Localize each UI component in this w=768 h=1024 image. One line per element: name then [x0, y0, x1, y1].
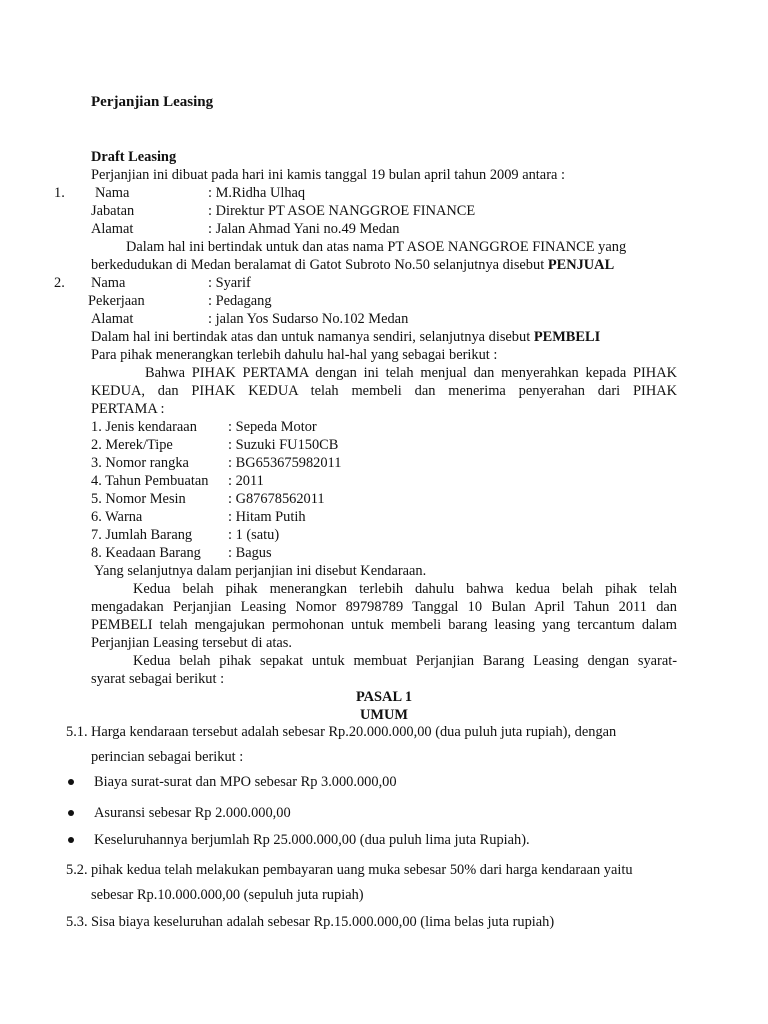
kedua1-line3: PEMBELI telah mengajukan permohonan untuk membeli barang leasing yang tercantum dalam	[91, 617, 677, 633]
kedua2-line1: Kedua belah pihak sepakat untuk membuat Perjanjian Barang Leasing dengan syarat-	[133, 653, 677, 669]
clause-number: 5.3.	[66, 914, 88, 930]
document-title: Perjanjian Leasing	[91, 94, 214, 110]
party1-role: PENJUAL	[547, 257, 615, 273]
party2-name-label: Nama	[91, 275, 126, 291]
item-value: : Sepeda Motor	[228, 419, 317, 435]
pasal-subtitle: UMUM	[360, 707, 408, 723]
kendaraan-note: Yang selanjutnya dalam perjanjian ini disebut Kendaraan.	[94, 563, 427, 579]
item-label: 7. Jumlah Barang	[91, 527, 193, 543]
party1-desc-text: berkedudukan di Medan beralamat di Gatot Subroto No.50 selanjutnya disebut	[91, 257, 545, 273]
party1-alamat-value: : Jalan Ahmad Yani no.49 Medan	[208, 221, 400, 237]
party2-pekerjaan-value: : Pedagang	[208, 293, 272, 309]
pasal-title: PASAL 1	[355, 689, 413, 705]
clause-text: pihak kedua telah melakukan pembayaran uang muka sebesar 50% dari harga kendaraan yaitu	[91, 862, 633, 878]
kedua1-line4: Perjanjian Leasing tersebut di atas.	[91, 635, 293, 651]
clause-text: Sisa biaya keseluruhan adalah sebesar Rp.15.000.000,00 (lima belas juta rupiah)	[91, 914, 555, 930]
party2-alamat-label: Alamat	[91, 311, 134, 327]
clause-text: Harga kendaraan tersebut adalah sebesar Rp.20.000.000,00 (dua puluh juta rupiah), dengan	[91, 724, 617, 740]
para-pihak-text: Para pihak menerangkan terlebih dahulu hal-hal yang sebagai berikut :	[91, 347, 498, 363]
party1-jabatan-label: Jabatan	[91, 203, 135, 219]
item-value: : BG653675982011	[228, 455, 342, 471]
item-value: : G87678562011	[228, 491, 325, 507]
clause-text: sebesar Rp.10.000.000,00 (sepuluh juta rupiah)	[91, 887, 364, 903]
kedua1-line2: mengadakan Perjanjian Leasing Nomor 89798789 Tanggal 10 Bulan April Tahun 2011 dan	[91, 599, 677, 615]
bullet-dot	[68, 779, 74, 785]
party1-jabatan-value: : Direktur PT ASOE NANGGROE FINANCE	[208, 203, 476, 219]
party2-role: PEMBELI	[533, 329, 601, 345]
item-label: 6. Warna	[91, 509, 143, 525]
kedua1-line1: Kedua belah pihak menerangkan terlebih dahulu bahwa kedua belah pihak telah	[133, 581, 677, 597]
bullet-dot	[68, 837, 74, 843]
item-label: 2. Merek/Tipe	[91, 437, 173, 453]
bahwa-line1: Bahwa PIHAK PERTAMA dengan ini telah menjual dan menyerahkan kepada PIHAK	[145, 365, 677, 381]
party1-number: 1.	[54, 185, 65, 201]
party2-name-value: : Syarif	[208, 275, 251, 291]
item-value: : Suzuki FU150CB	[228, 437, 339, 453]
intro-text: Perjanjian ini dibuat pada hari ini kamis tanggal 19 bulan april tahun 2009 antara :	[91, 167, 565, 183]
party1-name-value: : M.Ridha Ulhaq	[208, 185, 306, 201]
clause-number: 5.2.	[66, 862, 88, 878]
party1-desc-line1: Dalam hal ini bertindak untuk dan atas nama PT ASOE NANGGROE FINANCE yang	[126, 239, 627, 255]
party2-desc-text: Dalam hal ini bertindak atas dan untuk namanya sendiri, selanjutnya disebut	[91, 329, 531, 345]
item-label: 1. Jenis kendaraan	[91, 419, 197, 435]
party2-desc	[91, 328, 600, 346]
item-value: : Hitam Putih	[228, 509, 306, 525]
party2-number: 2.	[54, 275, 65, 291]
kedua2-line2: syarat sebagai berikut :	[91, 671, 225, 687]
item-label: 3. Nomor rangka	[91, 455, 189, 471]
bullet-text: Asuransi sebesar Rp 2.000.000,00	[94, 805, 291, 821]
party1-name-label: Nama	[95, 185, 130, 201]
item-value: : Bagus	[228, 545, 272, 561]
party1-desc-line2	[91, 256, 614, 274]
bahwa-line3: PERTAMA :	[91, 401, 165, 417]
party2-pekerjaan-label: Pekerjaan	[88, 293, 145, 309]
item-label: 4. Tahun Pembuatan	[91, 473, 209, 489]
draft-heading: Draft Leasing	[91, 149, 177, 165]
clause-number: 5.1.	[66, 724, 88, 740]
clause-text: perincian sebagai berikut :	[91, 749, 244, 765]
party2-alamat-value: : jalan Yos Sudarso No.102 Medan	[208, 311, 409, 327]
bullet-text: Keseluruhannya berjumlah Rp 25.000.000,00 (dua puluh lima juta Rupiah).	[94, 832, 530, 848]
item-value: : 2011	[228, 473, 264, 489]
item-label: 8. Keadaan Barang	[91, 545, 201, 561]
bahwa-line2: KEDUA, dan PIHAK KEDUA telah membeli dan menerima penyerahan dari PIHAK	[91, 383, 677, 399]
bullet-text: Biaya surat-surat dan MPO sebesar Rp 3.000.000,00	[94, 774, 397, 790]
bullet-dot	[68, 810, 74, 816]
party1-alamat-label: Alamat	[91, 221, 134, 237]
item-label: 5. Nomor Mesin	[91, 491, 186, 507]
item-value: : 1 (satu)	[228, 527, 280, 543]
